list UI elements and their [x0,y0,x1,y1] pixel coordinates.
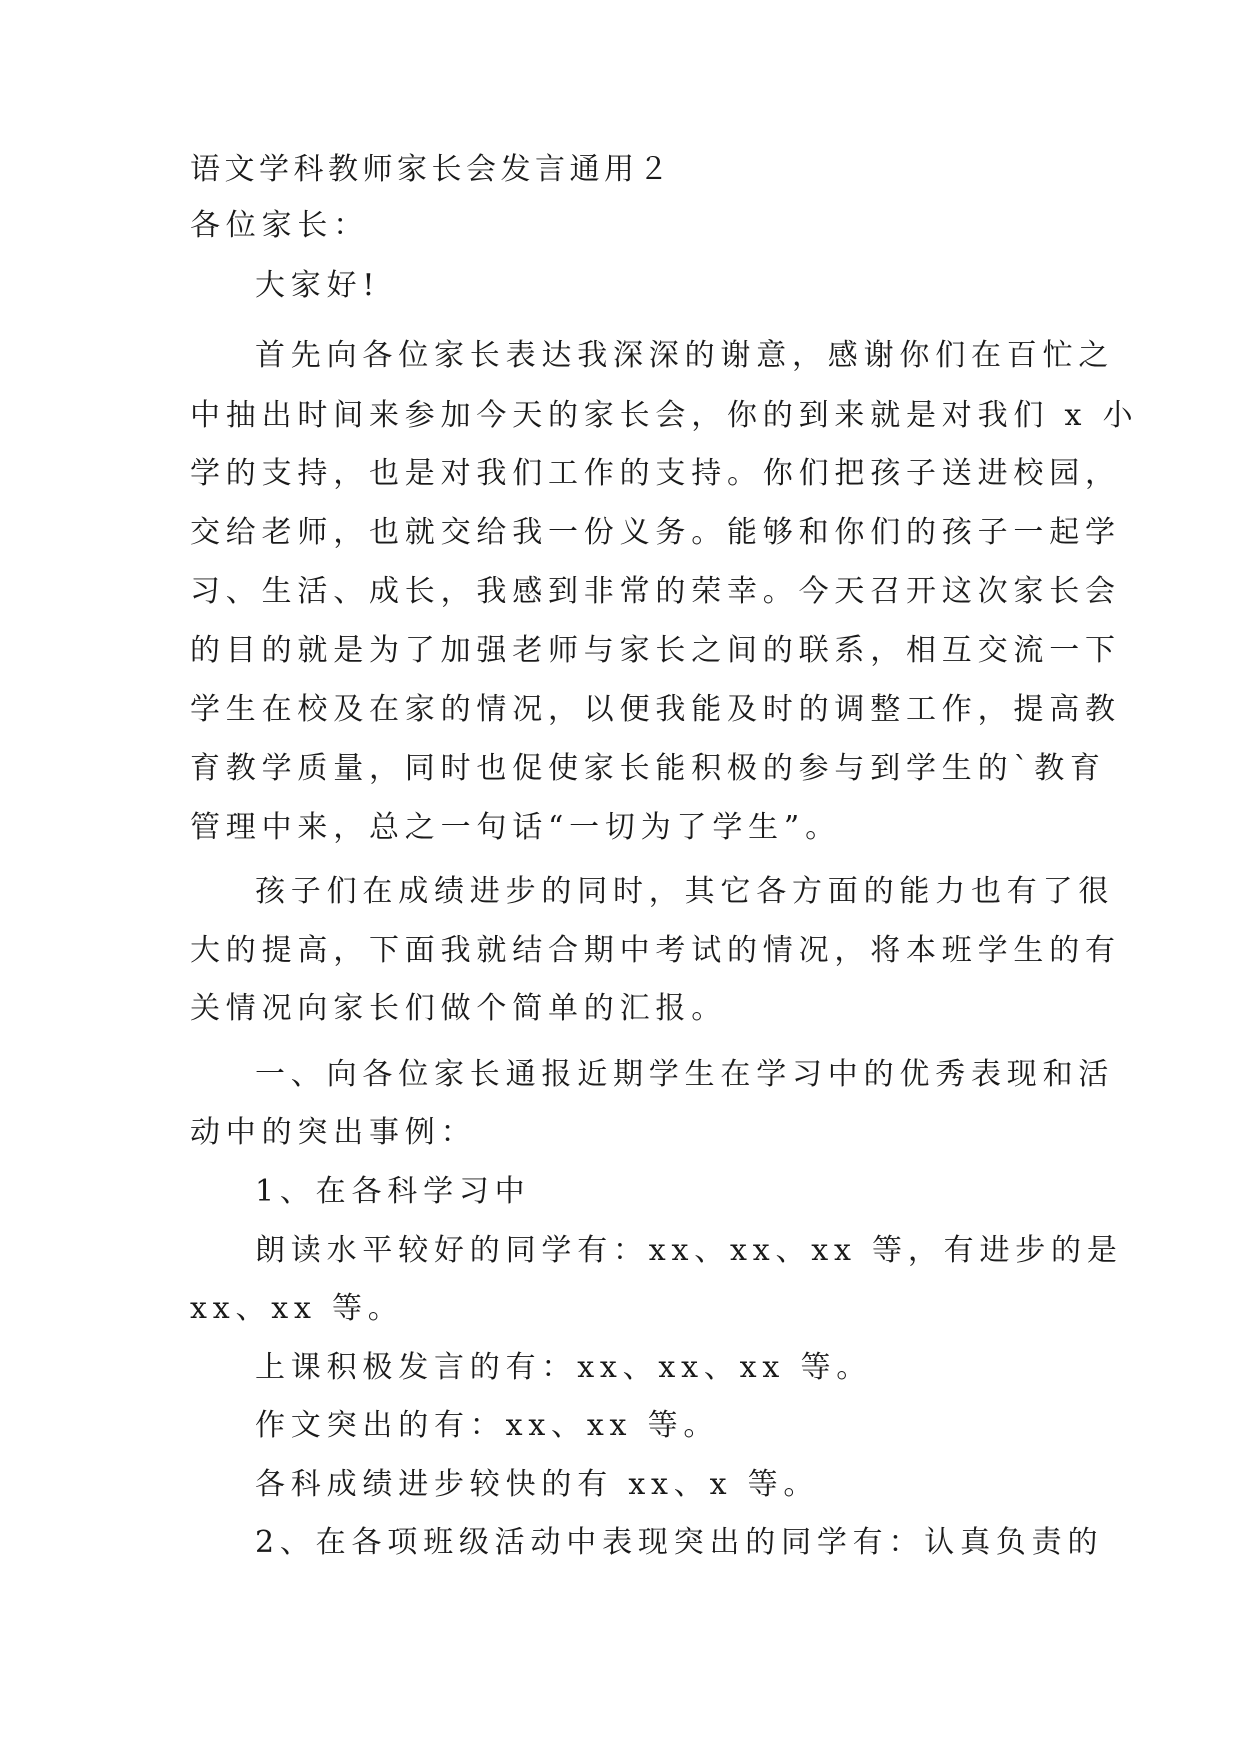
section-heading: 一、向各位家长通报近期学生在学习中的优秀表现和活 [255,1057,1115,1092]
paragraph-line: 大的提高，下面我就结合期中考试的情况，将本班学生的有 [190,933,1121,968]
paragraph-line: 学的支持，也是对我们工作的支持。你们把孩子送进校园， [190,456,1121,491]
document-title: 语文学科教师家长会发言通用２ [190,152,673,187]
greeting: 大家好! [255,268,381,303]
paragraph-line: 育教学质量，同时也促使家长能积极的参与到学生的`教育 [190,751,1106,786]
list-item: 朗读水平较好的同学有：xx、xx、xx 等，有进步的是 [255,1233,1123,1268]
salutation: 各位家长： [190,208,369,243]
paragraph-line: 首先向各位家长表达我深深的谢意，感谢你们在百忙之 [255,338,1115,373]
paragraph-line: 中抽出时间来参加今天的家长会，你的到来就是对我们 x 小 [190,398,1139,433]
paragraph-line: 交给老师，也就交给我一份义务。能够和你们的孩子一起学 [190,515,1121,550]
paragraph-line: 习、生活、成长，我感到非常的荣幸。今天召开这次家长会 [190,574,1121,609]
list-item: 作文突出的有：xx、xx 等。 [255,1408,720,1443]
paragraph-line: 关情况向家长们做个简单的汇报。 [190,991,727,1026]
list-item: xx、xx 等。 [190,1291,404,1326]
subsection-heading: 2、在各项班级活动中表现突出的同学有：认真负责的 [255,1525,1104,1560]
list-item: 上课积极发言的有：xx、xx、xx 等。 [255,1350,873,1385]
paragraph-line: 学生在校及在家的情况，以便我能及时的调整工作，提高教 [190,692,1121,727]
paragraph-line: 管理中来，总之一句话“一切为了学生”。 [190,810,841,845]
paragraph-line: 的目的就是为了加强老师与家长之间的联系，相互交流一下 [190,633,1121,668]
list-item: 各科成绩进步较快的有 xx、x 等。 [255,1467,820,1502]
subsection-heading: 1、在各科学习中 [255,1174,531,1209]
paragraph-line: 孩子们在成绩进步的同时，其它各方面的能力也有了很 [255,874,1115,909]
section-heading: 动中的突出事例： [190,1115,477,1150]
